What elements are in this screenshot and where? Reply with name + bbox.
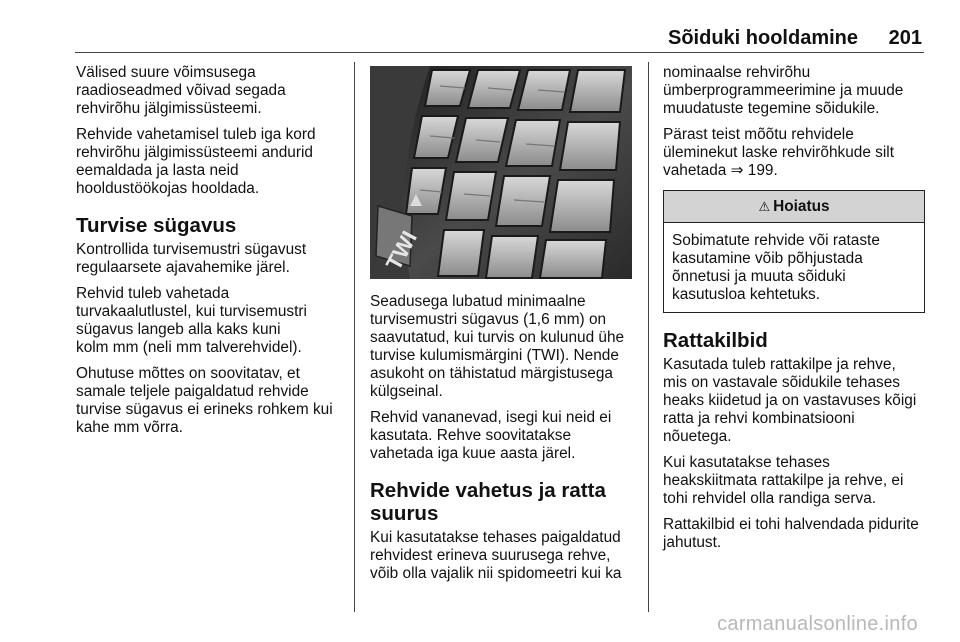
column-right xyxy=(663,64,925,560)
paragraph-brake-cooling: Rattakilbid ei tohi halvendada pidurite jahutust. xyxy=(663,516,919,551)
page-number: 201 xyxy=(888,27,922,49)
paragraph-axle-difference: Ohutuse mõttes on soovitatav, et samale teljele paigaldatud rehvide turvise sügavus ei erineks rohkem kui kahe mm võrra. xyxy=(76,365,333,436)
page-reference-arrow-icon: ⇒ xyxy=(730,162,748,179)
paragraph-minimum-tread: Seadusega lubatud minimaalne turvisemustri sügavus (1,6 mm) on saavutatud, kui turvis on kulunud ühe turvise kulumismärgini (TWI). Nende asukoht on tähistatud märgistusega külgseinal. xyxy=(370,293,625,400)
warning-header xyxy=(664,191,924,223)
watermark: carmanualsonline.info xyxy=(717,613,918,635)
warning-title: Hoiatus xyxy=(773,198,830,215)
column-separator-left xyxy=(354,62,355,612)
page-header-title: Sõiduki hooldamine xyxy=(667,27,858,49)
paragraph-label-change xyxy=(663,126,925,180)
paragraph-unapproved-covers: Kui kasutatakse tehases heakskiitmata rattakilpe ja rehve, ei tohi rehvidel olla randiga serva. xyxy=(663,454,904,507)
heading-tire-change: Rehvide vahetus ja ratta suurus xyxy=(370,479,606,525)
tire-tread-image xyxy=(370,66,632,279)
warning-text: Sobimatute rehvide või rataste kasutamine võib põhjustada õnnetusi ja muuta sõiduki kasutusloa kehtetuks. xyxy=(672,232,880,303)
warning-box xyxy=(663,190,925,313)
paragraph-radio-interference: Välised suure võimsusega raadioseadmed võivad segada rehvirõhu jälgimissüsteemi. xyxy=(76,64,286,117)
heading-wheel-covers: Rattakilbid xyxy=(663,329,768,352)
warning-triangle-icon: ⚠ xyxy=(758,199,771,214)
header-rule xyxy=(75,52,924,53)
heading-tread-depth: Turvise sügavus xyxy=(76,214,237,237)
paragraph-replace-tires: Rehvid tuleb vahetada turvakaalutlustel, kui turvisemustri sügavus langeb alla kaks kuni kolm mm (neli mm talverehvidel). xyxy=(76,285,307,356)
paragraph-reprogramming: nominaalse rehvirõhu ümberprogrammeerimine ja muude muudatuste tegemine sõidukile. xyxy=(663,64,904,117)
paragraph-check-tread: Kontrollida turvisemustri sügavust regulaarsete ajavahemike järel. xyxy=(76,241,307,276)
paragraph-tire-aging: Rehvid vananevad, isegi kui neid ei kasutata. Rehve soovitatakse vahetada iga kuue aasta järel. xyxy=(370,409,612,462)
label-change-text: Pärast teist mõõtu rehvidele üleminekut laske rehvirõhkude silt vahetada xyxy=(663,126,894,179)
column-left xyxy=(76,64,348,445)
twi-label: TWI xyxy=(380,226,422,275)
page-reference[interactable]: 199. xyxy=(747,162,778,179)
column-middle xyxy=(370,64,640,591)
paragraph-different-size: Kui kasutatakse tehases paigaldatud rehvidest erineva suurusega rehve, võib olla vajalik nii spidomeetri kui ka xyxy=(370,529,622,582)
paragraph-approved-covers: Kasutada tuleb rattakilpe ja rehve, mis on vastavale sõidukile tehases heaks kiidetud ja on vastavuses kõigi ratta ja rehvi kombinatsiooni nõuetega. xyxy=(663,356,917,445)
column-separator-right xyxy=(648,62,649,612)
paragraph-sensor-removal: Rehvide vahetamisel tuleb iga kord rehvirõhu jälgimissüsteemi andurid eemaldada ja lasta neid hooldustöökojas hooldada. xyxy=(76,126,316,197)
